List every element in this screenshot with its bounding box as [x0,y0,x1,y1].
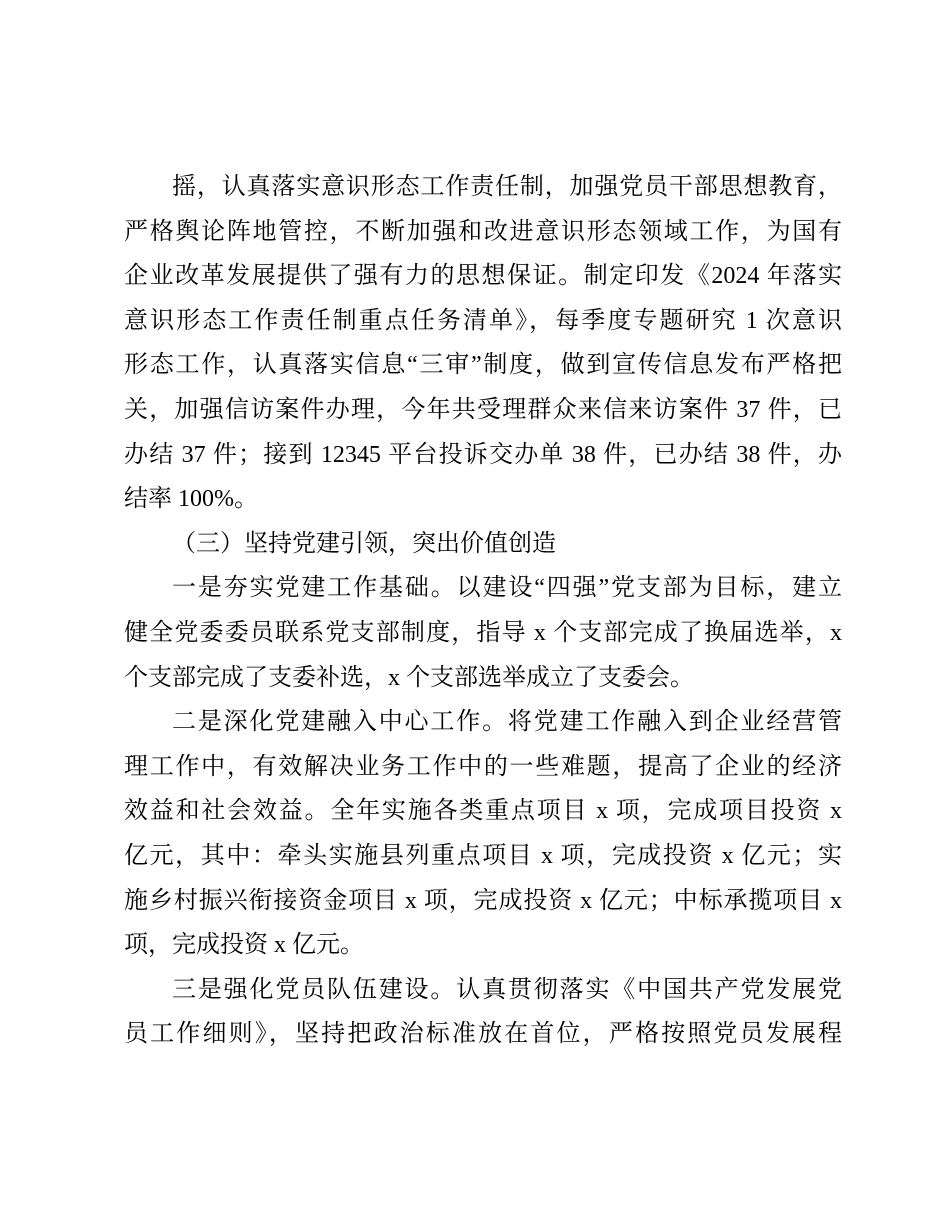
text-line: 个支部完成了支委补选，x 个支部选举成立了支委会。 [124,664,694,691]
text-line: 意识形态工作责任制重点任务清单》，每季度专题研究 1 次意识 [124,307,842,334]
text-line: 亿元，其中：牵头实施县列重点项目 x 项，完成投资 x 亿元；实 [124,842,842,869]
text-line: 形态工作，认真落实信息“三审”制度，做到宣传信息发布严格把 [124,352,842,379]
text-line: 严格舆论阵地管控，不断加强和改进意识形态领域工作，为国有 [124,218,842,245]
text-line: 企业改革发展提供了强有力的思想保证。制定印发《2024 年落实 [124,263,842,290]
text-line: 办结 37 件；接到 12345 平台投诉交办单 38 件，已办结 38 件，办 [124,441,842,468]
text-line: 健全党委委员联系党支部制度，指导 x 个支部完成了换届选举，x [124,619,842,646]
section-heading: （三）坚持党建引领，突出价值创造 [172,530,556,557]
text-line: 结率 100%。 [124,486,258,513]
text-line: 关，加强信访案件办理，今年共受理群众来信来访案件 37 件，已 [124,396,842,423]
document-body [124,165,842,1057]
text-line: 理工作中，有效解决业务工作中的一些难题，提高了企业的经济 [124,753,842,780]
text-line: 一是夯实党建工作基础。以建设“四强”党支部为目标，建立 [172,575,842,602]
text-line: 摇，认真落实意识形态工作责任制，加强党员干部思想教育， [172,174,842,200]
text-line: 三是强化党员队伍建设。认真贯彻落实《中国共产党发展党 [172,976,842,1003]
text-line: 效益和社会效益。全年实施各类重点项目 x 项，完成项目投资 x [124,798,842,825]
text-line: 施乡村振兴衔接资金项目 x 项，完成投资 x 亿元；中标承揽项目 x [124,887,842,914]
text-line: 二是深化党建融入中心工作。将党建工作融入到企业经营管 [172,709,842,736]
text-line: 员工作细则》，坚持把政治标准放在首位，严格按照党员发展程 [124,1021,842,1048]
text-line: 项，完成投资 x 亿元。 [124,932,364,959]
